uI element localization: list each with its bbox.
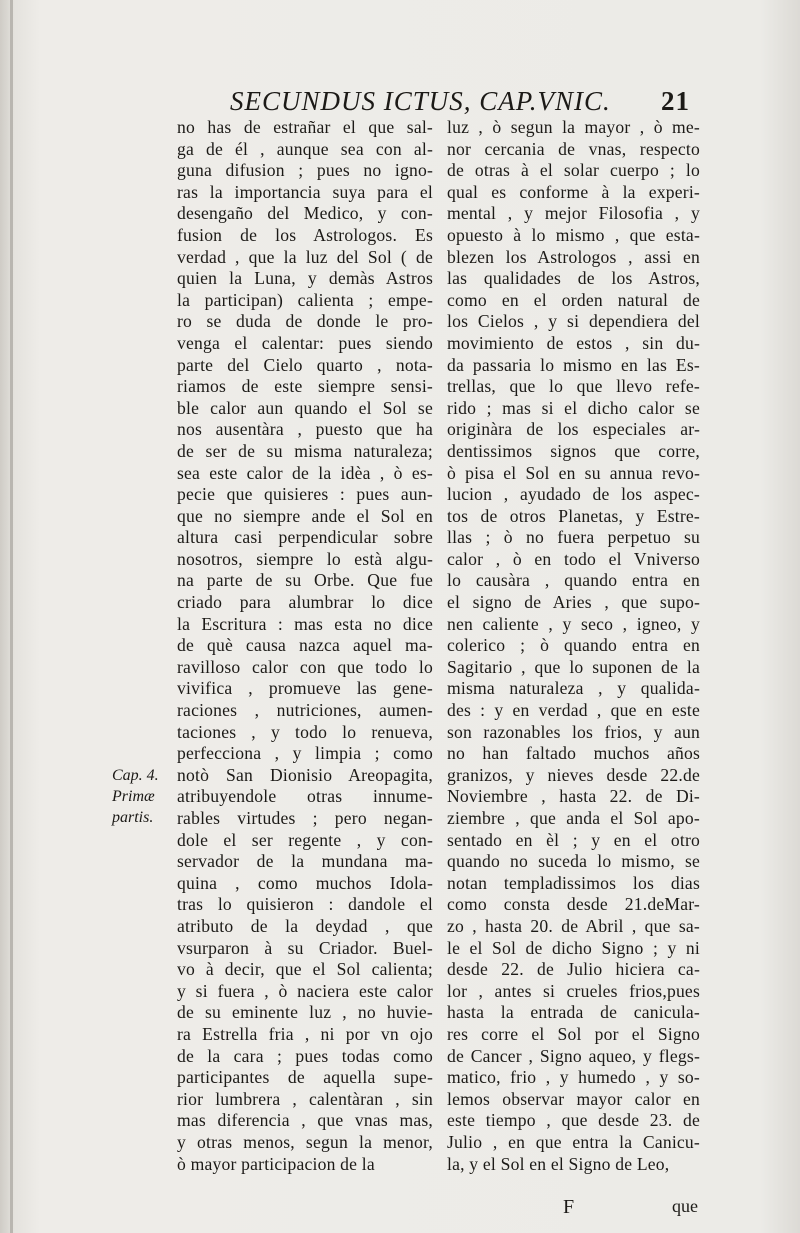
text-line: de ser de su misma naturaleza; (177, 440, 433, 461)
text-line: quina , como muchos Idola- (177, 872, 433, 893)
text-line: Julio , en que entra la Canicu- (447, 1131, 700, 1152)
text-line: nos ausentàra , puesto que ha (177, 419, 433, 440)
text-line: des : y en verdad , que en este (447, 700, 700, 721)
text-line: misma naturaleza , y qualida- (447, 678, 700, 699)
text-line: desde 22. de Julio hiciera ca- (447, 959, 700, 980)
text-line: qual es conforme à la experi- (447, 181, 700, 202)
text-line: taciones , y todo lo renueva, (177, 721, 433, 742)
text-line: y otras menos, segun la menor, (177, 1131, 433, 1152)
text-line: son razonables los frios, y aun (447, 721, 700, 742)
text-line: la participan) calienta ; empe- (177, 289, 433, 310)
text-line: granizos, y nieves desde 22.de (447, 764, 700, 785)
text-line: lor , antes si crueles frios,pues (447, 980, 700, 1001)
gutter-shadow (10, 0, 13, 1233)
text-line: fusion de los Astrologos. Es (177, 224, 433, 245)
text-line: lucion , ayudado de los aspec- (447, 484, 700, 505)
text-line: de la cara ; pues todas como (177, 1045, 433, 1066)
text-line: le el Sol de dicho Signo ; y ni (447, 937, 700, 958)
text-line: rables virtudes ; pero negan- (177, 808, 433, 828)
text-line: llas ; ò no fuera perpetuo su (447, 527, 700, 548)
text-line: servador de la mundana ma- (177, 851, 433, 872)
text-line: atributo de la deydad , que (177, 915, 433, 936)
text-line: blezen los Astrologos , assi en (447, 246, 700, 267)
text-line: da passaria lo mismo en las Es- (447, 354, 700, 375)
margin-note-line: Cap. 4. (112, 767, 159, 784)
text-line: ziembre , que anda el Sol apo- (447, 808, 700, 828)
text-line: pecie que quisieres : pues aun- (177, 484, 433, 505)
text-line: altura casi perpendicular sobre (177, 527, 433, 548)
text-line: trellas, que lo que llevo refe- (447, 376, 700, 397)
text-line: de què causa nazca aquel ma- (177, 635, 433, 656)
text-line: de Cancer , Signo aqueo, y flegs- (447, 1045, 700, 1066)
text-line: venga el calentar: pues siendo (177, 332, 433, 353)
text-line: nosotros, siempre lo està algu- (177, 548, 433, 569)
text-line: perfecciona , y limpia ; como (177, 743, 433, 764)
text-line: ga de él , aunque sea con al- (177, 138, 433, 159)
text-line: verdad , que la luz del Sol ( de (177, 246, 433, 267)
text-line: no han faltado muchos años (447, 743, 700, 764)
text-line: criado para alumbrar lo dice (177, 592, 433, 613)
text-line: participantes de aquella supe- (177, 1067, 433, 1088)
text-line: tos de otros Planetas, y Estre- (447, 505, 700, 526)
text-line: Noviembre , hasta 22. de Di- (447, 786, 700, 807)
text-line: sentado en èl ; y en el otro (447, 829, 700, 850)
text-line: mental , y mejor Filosofia , y (447, 203, 700, 224)
text-line: no has de estrañar el que sal- (177, 117, 433, 137)
text-line: zo , hasta 20. de Abril , que sa- (447, 915, 700, 936)
text-line: la, y el Sol en el Signo de Leo, (447, 1153, 670, 1174)
text-line: ò pisa el Sol en su annua revo- (447, 462, 700, 483)
text-line: ras la importancia suya para el (177, 181, 433, 202)
left-text-column (177, 117, 433, 1175)
text-line: las qualidades de los Astros, (447, 268, 700, 289)
right-text-column (447, 117, 700, 1175)
text-line: nor cercania de vnas, respecto (447, 138, 700, 159)
text-line: vsurparon à su Criador. Buel- (177, 937, 433, 958)
text-line: dole el ser regente , y con- (177, 829, 433, 850)
text-line: opuesto à lo mismo , que esta- (447, 224, 700, 245)
text-line: como consta desde 21.deMar- (447, 894, 700, 915)
text-line: luz , ò segun la mayor , ò me- (447, 117, 700, 137)
margin-note (112, 765, 178, 828)
text-line: originàra de los especiales ar- (447, 419, 700, 440)
text-line: guna difusion ; pues no igno- (177, 160, 433, 181)
text-line: raciones , nutriciones, aumen- (177, 700, 433, 721)
text-line: calor , ò en todo el Vniverso (447, 548, 700, 569)
text-line: tras lo quisieron : dandole el (177, 894, 433, 915)
text-line: el signo de Aries , que supo- (447, 592, 700, 613)
text-line: ro se duda de donde le pro- (177, 311, 433, 332)
text-line: matico, frio , y humedo , y so- (447, 1067, 700, 1088)
text-line: res corre el Sol por el Signo (447, 1023, 700, 1044)
text-line: vivifica , promueve las gene- (177, 678, 433, 699)
text-line: na parte de su Orbe. Que fue (177, 570, 433, 591)
text-line: sea este calor de la idèa , ò es- (177, 462, 433, 483)
text-line: los Cielos , y si dependiera del (447, 311, 700, 332)
text-line: rior lumbrera , calentàran , sin (177, 1088, 433, 1109)
text-line: riamos de este siempre sensi- (177, 376, 433, 397)
text-line: hasta la entrada de canicula- (447, 1002, 700, 1023)
text-line: la Escritura : mas esta no dice (177, 613, 433, 634)
text-line: de otras à el solar cuerpo ; lo (447, 160, 700, 181)
text-line: quien la Luna, y demàs Astros (177, 268, 433, 289)
text-line: de su eminente luz , no huvie- (177, 1002, 433, 1023)
text-line: desengaño del Medico, y con- (177, 203, 433, 224)
text-line: ra Estrella fria , ni por vn ojo (177, 1023, 433, 1044)
text-line: como en el orden natural de (447, 289, 700, 310)
catchword: que (672, 1196, 698, 1216)
text-line: parte del Cielo quarto , nota- (177, 354, 433, 375)
text-line: y si fuera , ò naciera este calor (177, 980, 433, 1001)
text-line: lo causàra , quando entra en (447, 570, 700, 591)
text-line: colerico ; ò quando entra en (447, 635, 700, 656)
text-line: ble calor aun quando el Sol se (177, 397, 433, 418)
signature-mark: F (563, 1196, 575, 1218)
text-line: lemos observar mayor calor en (447, 1088, 700, 1109)
text-line: nen caliente , y seco , igneo, y (447, 613, 700, 634)
text-line: dentissimos signos que corre, (447, 440, 700, 461)
text-line: Sagitario , que lo suponen de la (447, 656, 700, 677)
text-line: este tiempo , que desde 23. de (447, 1110, 700, 1131)
text-line: atribuyendole otras innume- (177, 786, 433, 807)
margin-note-line: Primæ (112, 788, 155, 805)
margin-note-line: partis. (112, 809, 154, 826)
text-line: notan templadissimos los dias (447, 872, 700, 893)
text-line: vo à decir, que el Sol calienta; (177, 959, 433, 980)
text-line: quando no suceda lo mismo, se (447, 851, 700, 872)
text-line: ravilloso calor con que todo lo (177, 656, 433, 677)
text-line: ò mayor participacion de la (177, 1153, 375, 1174)
text-line: rido ; mas si el dicho calor se (447, 397, 700, 418)
page-number: 21 (661, 86, 690, 116)
text-line: movimiento de estos , sin du- (447, 332, 700, 353)
running-title: SECUNDUS ICTUS, CAP.VNIC. (230, 86, 611, 116)
text-line: que no siempre ande el Sol en (177, 505, 433, 526)
text-line: notò San Dionisio Areopagita, (177, 764, 433, 785)
text-line: mas diferencia , que vnas mas, (177, 1110, 433, 1131)
